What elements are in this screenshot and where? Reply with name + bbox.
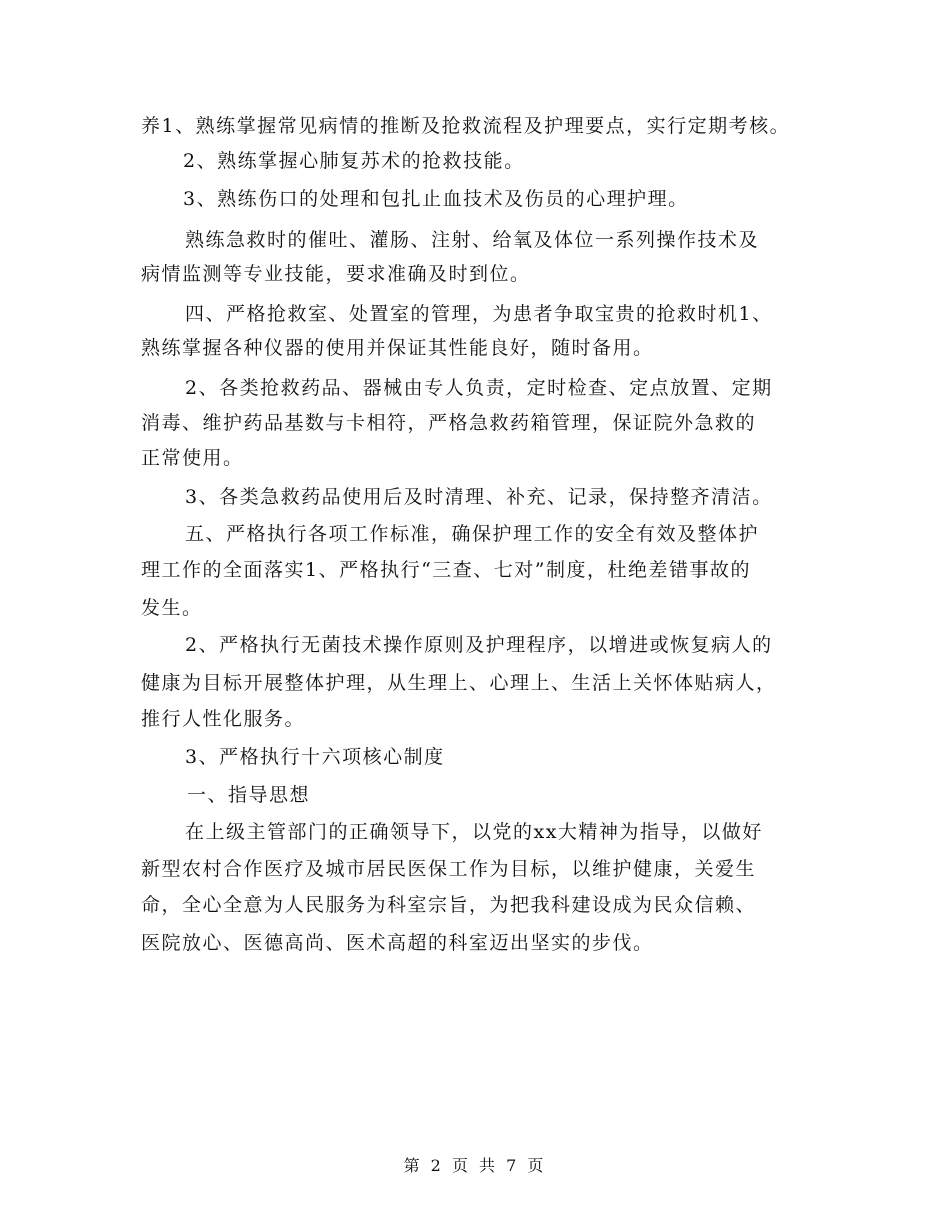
text-line: 消毒、维护药品基数与卡相符，严格急救药箱管理，保证院外急救的 [141, 412, 757, 434]
page-number-footer: 第 2 页 共 7 页 [403, 1156, 547, 1175]
text-line: 命，全心全意为人民服务为科室宗旨，为把我科建设成为民众信赖、 [141, 894, 757, 916]
text-line: 3、各类急救药品使用后及时清理、补充、记录，保持整齐清洁。 [185, 486, 773, 508]
text-line: 发生。 [141, 597, 203, 619]
text-line: 新型农村合作医疗及城市居民医保工作为目标，以维护健康，关爱生 [141, 858, 757, 880]
text-line: 2、严格执行无菌技术操作原则及护理程序，以增进或恢复病人的 [185, 634, 773, 656]
text-line: 四、严格抢救室、处置室的管理，为患者争取宝贵的抢救时机1、 [185, 303, 773, 325]
section-heading: 一、指导思想 [187, 784, 311, 806]
text-line: 正常使用。 [141, 447, 244, 469]
text-line: 病情监测等专业技能，要求准确及时到位。 [141, 263, 531, 285]
text-line: 医院放心、医德高尚、医术高超的科室迈出坚实的步伐。 [141, 932, 654, 954]
text-line: 五、严格执行各项工作标准，确保护理工作的安全有效及整体护 [185, 523, 760, 545]
text-line: 理工作的全面落实1、严格执行“三查、七对”制度，杜绝差错事故的 [141, 559, 752, 581]
text-line: 3、熟练伤口的处理和包扎止血技术及伤员的心理护理。 [183, 188, 689, 210]
text-line: 熟练掌握各种仪器的使用并保证其性能良好，随时备用。 [141, 337, 654, 359]
text-line: 2、各类抢救药品、器械由专人负责，定时检查、定点放置、定期 [185, 377, 773, 399]
text-line: 2、熟练掌握心肺复苏术的抢救技能。 [183, 150, 525, 172]
text-line: 推行人性化服务。 [141, 708, 306, 730]
text-line: 3、严格执行十六项核心制度 [185, 746, 445, 768]
text-line: 健康为目标开展整体护理，从生理上、心理上、生活上关怀体贴病人， [141, 672, 777, 694]
text-line: 熟练急救时的催吐、灌肠、注射、给氧及体位一系列操作技术及 [185, 229, 760, 251]
text-line: 在上级主管部门的正确领导下，以党的xx大精神为指导，以做好 [185, 821, 763, 843]
text-line: 养1、熟练掌握常见病情的推断及抢救流程及护理要点，实行定期考核。 [141, 115, 791, 137]
